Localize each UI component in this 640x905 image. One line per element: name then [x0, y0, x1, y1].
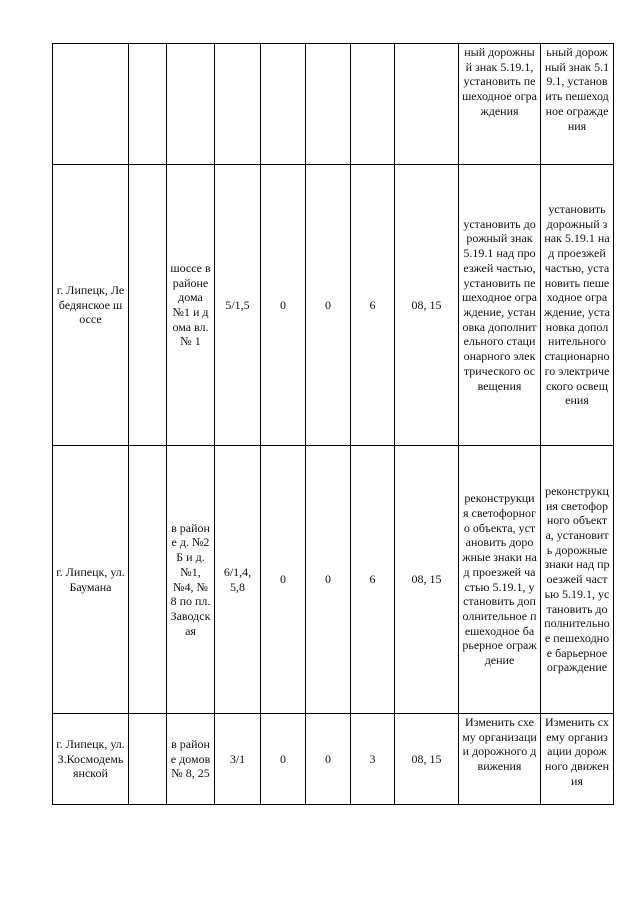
- cell-measure: ный дорожный знак 5.19.1, установить пешеходное ограждения: [459, 44, 541, 165]
- cell-code: 5/1,5: [215, 165, 261, 446]
- cell-code: 3/1: [215, 714, 261, 805]
- cell-sections: 08, 15: [395, 714, 459, 805]
- cell-count-1: 0: [261, 165, 306, 446]
- cell-measure: Изменить схему организации дорожного движения: [459, 714, 541, 805]
- cell-blank: [129, 44, 167, 165]
- cell-blank: [129, 714, 167, 805]
- cell-count-3: [351, 44, 395, 165]
- cell-measure-2: установить дорожный знак 5.19.1 над проезжей частью, установить пешеходное ограждение, установка дополнительного стационарного электрического освещения: [541, 165, 614, 446]
- cell-detail: в районе д. №2Б и д. №1, №4, № 8 по пл. Заводская: [167, 446, 215, 714]
- cell-measure-2: реконструкция светофорного объекта, установить дорожные знаки над проезжей частью 5.19.1, установить дополнительное пешеходное барьерное ограждение: [541, 446, 614, 714]
- table-row: [53, 44, 614, 165]
- cell-code: [215, 44, 261, 165]
- cell-count-3: 3: [351, 714, 395, 805]
- cell-count-3: 6: [351, 446, 395, 714]
- cell-detail: [167, 44, 215, 165]
- cell-count-2: 0: [306, 714, 351, 805]
- cell-location: г. Липецк, ул. Баумана: [53, 446, 129, 714]
- cell-count-1: 0: [261, 714, 306, 805]
- cell-measure-2: ьный дорожный знак 5.19.1, установить пешеходное ограждения: [541, 44, 614, 165]
- cell-measure-2: Изменить схему организации дорожного движения: [541, 714, 614, 805]
- cell-count-1: [261, 44, 306, 165]
- cell-measure: реконструкция светофорного объекта, установить дорожные знаки над проезжей частью 5.19.1, установить дополнительное пешеходное барьерное ограждение: [459, 446, 541, 714]
- cell-location: г. Липецк, Лебедянское шоссе: [53, 165, 129, 446]
- cell-sections: 08, 15: [395, 165, 459, 446]
- table-row: [53, 446, 614, 714]
- cell-location: г. Липецк, ул.З.Космодемьянской: [53, 714, 129, 805]
- cell-measure: установить дорожный знак 5.19.1 над проезжей частью, установить пешеходное ограждение, установка дополнительного стационарного электрического освещения: [459, 165, 541, 446]
- cell-blank: [129, 446, 167, 714]
- cell-count-2: [306, 44, 351, 165]
- cell-count-1: 0: [261, 446, 306, 714]
- table-row: [53, 165, 614, 446]
- cell-count-2: 0: [306, 165, 351, 446]
- table-row: [53, 714, 614, 805]
- cell-count-3: 6: [351, 165, 395, 446]
- cell-detail: шоссе в районе дома №1 и дома вл.№ 1: [167, 165, 215, 446]
- cell-sections: [395, 44, 459, 165]
- cell-code: 6/1,4, 5,8: [215, 446, 261, 714]
- cell-blank: [129, 165, 167, 446]
- cell-location: [53, 44, 129, 165]
- cell-sections: 08, 15: [395, 446, 459, 714]
- cell-detail: в районе домов № 8, 25: [167, 714, 215, 805]
- data-table: [52, 43, 614, 805]
- cell-count-2: 0: [306, 446, 351, 714]
